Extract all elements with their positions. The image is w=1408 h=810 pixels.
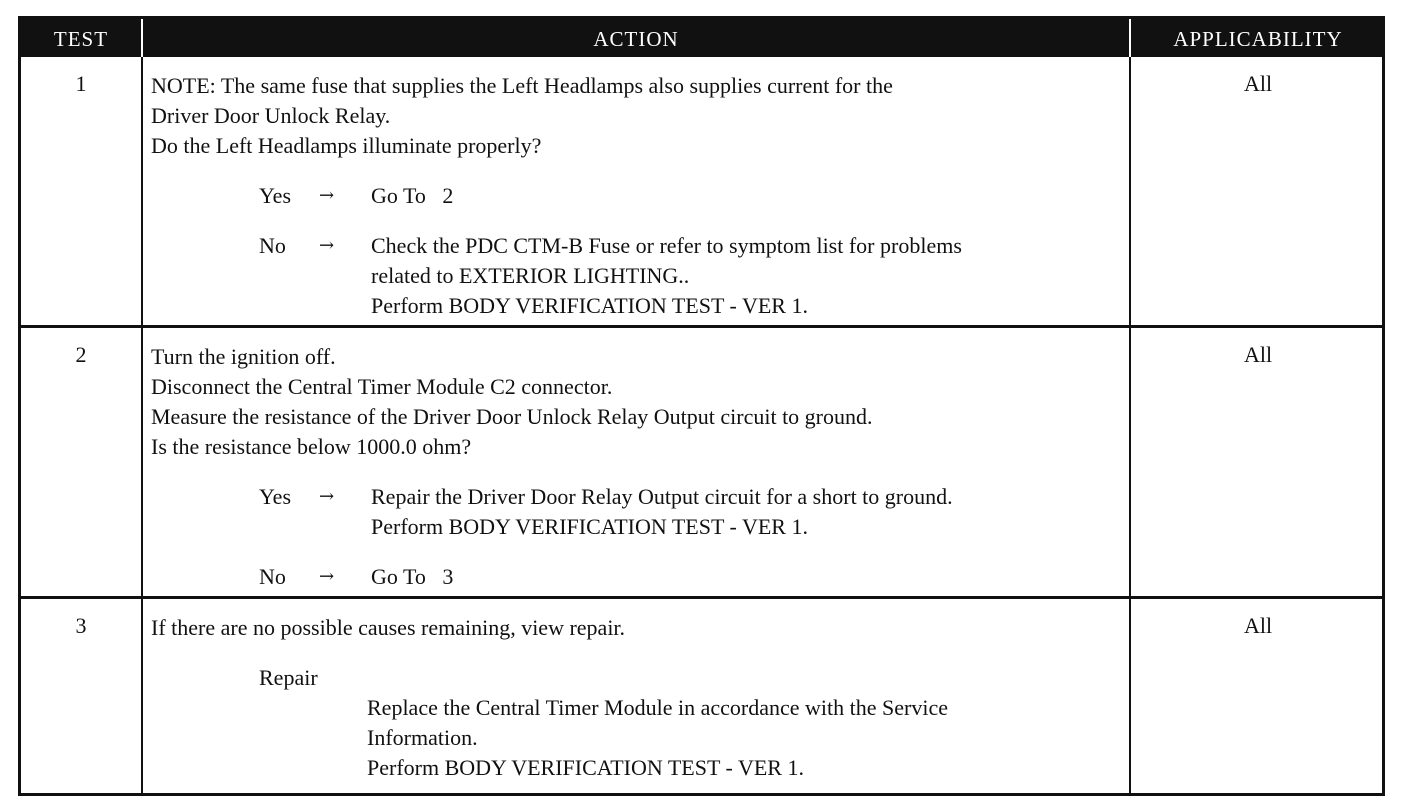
- no-branch: [259, 231, 1126, 321]
- branch-line: Perform BODY VERIFICATION TEST - VER 1.: [371, 293, 808, 318]
- test-number: 2: [75, 342, 87, 367]
- repair-line: Perform BODY VERIFICATION TEST - VER 1.: [367, 755, 804, 780]
- table-row: [21, 328, 1382, 599]
- goto-link[interactable]: Go To 3: [371, 564, 454, 589]
- yes-label: Yes: [259, 183, 292, 208]
- no-label: No: [259, 564, 286, 589]
- no-label: No: [259, 233, 286, 258]
- action-cell: [151, 71, 1126, 321]
- header-applicability: APPLICABILITY: [1173, 27, 1343, 51]
- table-header: [21, 19, 1382, 57]
- branch-line: Repair the Driver Door Relay Output circuit for a short to ground.: [371, 484, 953, 509]
- repair-line: Information.: [367, 725, 478, 750]
- goto-link[interactable]: Go To 2: [371, 183, 454, 208]
- applicability-cell: All: [1243, 71, 1273, 96]
- no-branch: [259, 562, 1126, 592]
- arrow-right-icon: →: [319, 566, 335, 587]
- branch-line: related to EXTERIOR LIGHTING..: [371, 263, 690, 288]
- arrow-right-icon: →: [319, 235, 335, 256]
- action-cell: [151, 342, 1126, 592]
- action-cell: [151, 613, 1126, 783]
- action-line: Measure the resistance of the Driver Door Unlock Relay Output circuit to ground.: [151, 404, 873, 429]
- action-line: Driver Door Unlock Relay.: [151, 103, 391, 128]
- action-line: Do the Left Headlamps illuminate properly?: [151, 133, 542, 158]
- action-line: Turn the ignition off.: [151, 344, 336, 369]
- test-number: 3: [75, 613, 87, 638]
- branch-line: Perform BODY VERIFICATION TEST - VER 1.: [371, 514, 808, 539]
- table-row: [21, 57, 1382, 328]
- yes-branch: [259, 482, 1126, 542]
- applicability-cell: All: [1243, 342, 1273, 367]
- action-line: Is the resistance below 1000.0 ohm?: [151, 434, 472, 459]
- yes-label: Yes: [259, 484, 292, 509]
- arrow-right-icon: →: [319, 185, 335, 206]
- table-row: [21, 599, 1382, 796]
- yes-branch: [259, 181, 1126, 211]
- arrow-right-icon: →: [319, 486, 335, 507]
- action-line: NOTE: The same fuse that supplies the Left Headlamps also supplies current for the: [151, 73, 893, 98]
- applicability-cell: All: [1243, 613, 1273, 638]
- repair-line: Replace the Central Timer Module in accordance with the Service: [367, 695, 948, 720]
- branch-line: Check the PDC CTM-B Fuse or refer to symptom list for problems: [371, 233, 962, 258]
- header-action: ACTION: [593, 27, 679, 51]
- repair-label: Repair: [259, 665, 318, 690]
- diagnostic-table: [18, 16, 1385, 796]
- action-line: Disconnect the Central Timer Module C2 connector.: [151, 374, 613, 399]
- action-line: If there are no possible causes remaining, view repair.: [151, 615, 626, 640]
- header-test: TEST: [53, 27, 109, 51]
- test-number: 1: [75, 71, 87, 96]
